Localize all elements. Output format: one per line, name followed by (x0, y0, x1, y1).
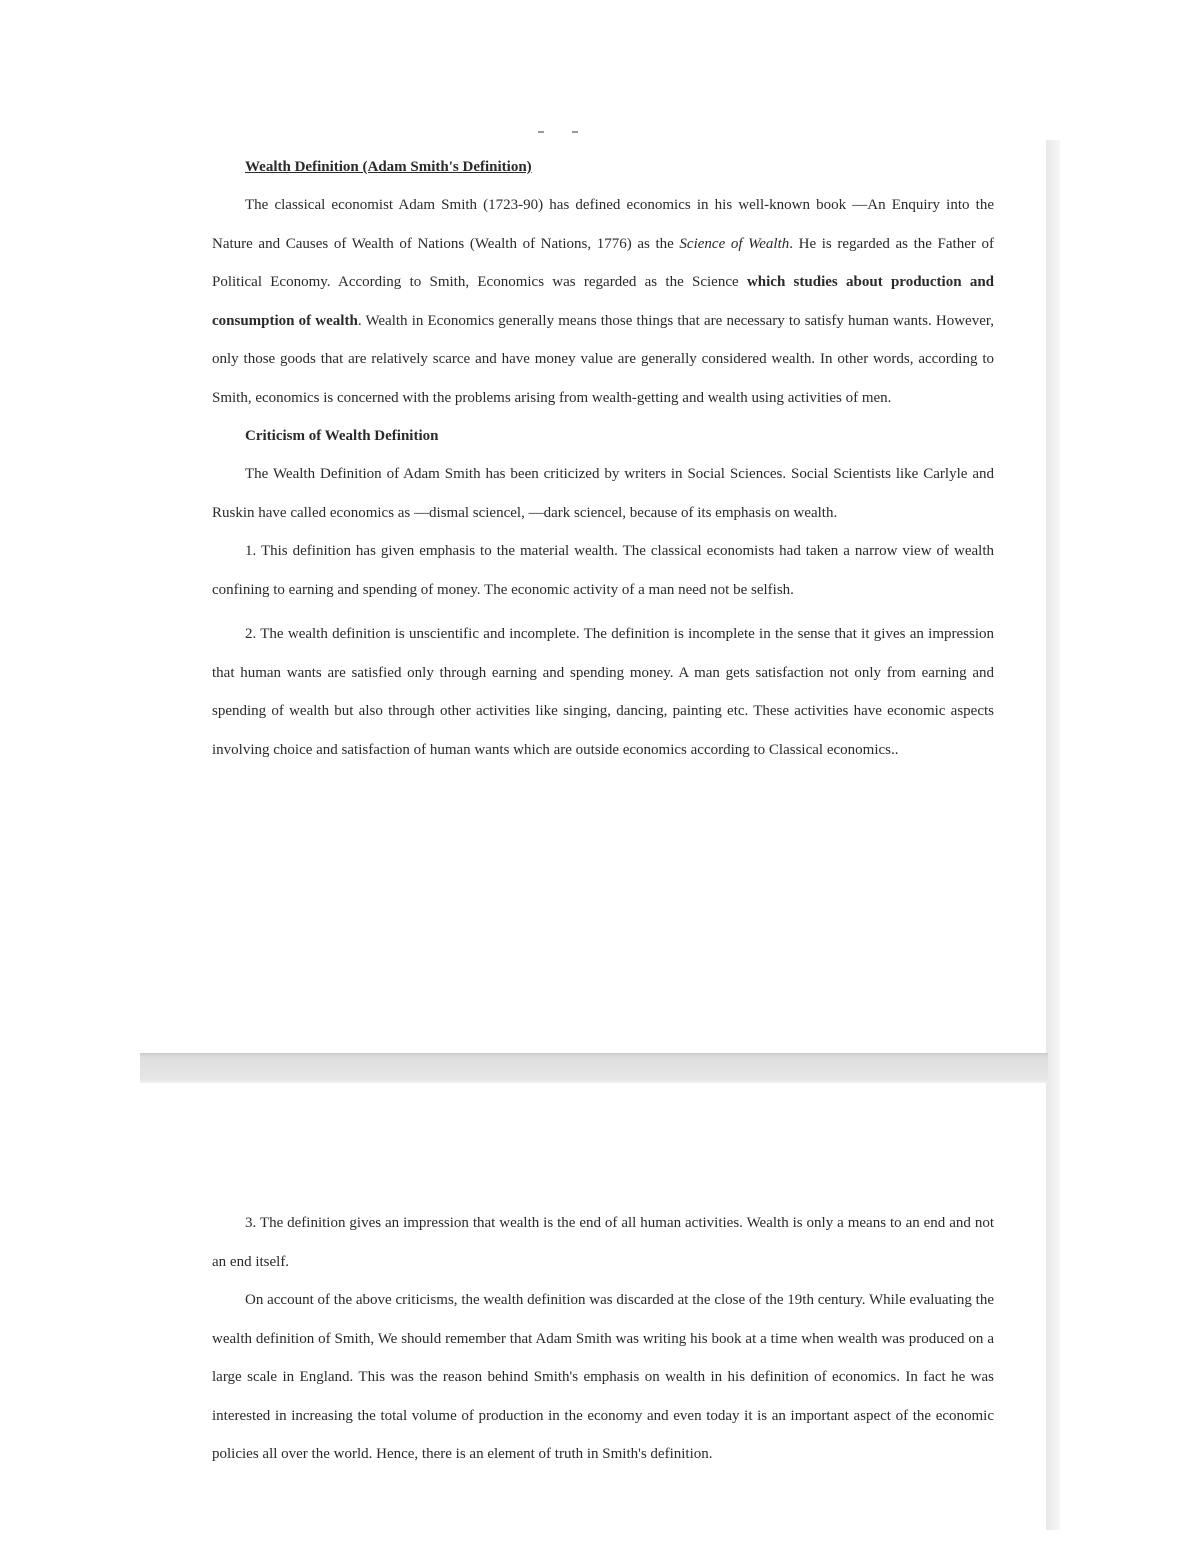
italic-term: Science of Wealth (679, 235, 790, 252)
criticism-point-3: 3. The definition gives an impression that wealth is the end of all human activities. Wealth is only a means to an end and not an end itself. (212, 1215, 994, 1270)
text-run: The classical economist Adam Smith (1723-90) has defined economics in his well-known book —An Enquiry into the Nature and Causes of Wealth of Nations (Wealth of Nations, 1776) as the (212, 197, 994, 252)
criticism-point-1: 1. This definition has given emphasis to the material wealth. The classical economists had taken a narrow view of wealth confining to earning and spending of money. The economic activity of a man need not be selfish. (212, 543, 994, 598)
page-1 (212, 148, 994, 769)
scan-artifact-dash (538, 131, 544, 133)
paragraph-criticism: The Wealth Definition of Adam Smith has been criticized by writers in Social Sciences. Social Scientists like Carlyle and Ruskin have called economics as —dismal sciencel, —dark sciencel, because of its emphasis on wealth. (212, 466, 994, 521)
page-separator (140, 1053, 1048, 1083)
paragraph-definition (212, 186, 994, 417)
page-2 (212, 1204, 994, 1474)
text-run: . Wealth in Economics generally means those things that are necessary to satisfy human wants. However, only those goods that are relatively scarce and have money value are generally considered wealth. In other words, according to Smith, economics is concerned with the problems arising from wealth-getting and wealth using activities of men. (212, 312, 994, 406)
paragraph-conclusion: On account of the above criticisms, the wealth definition was discarded at the close of the 19th century. While evaluating the wealth definition of Smith, We should remember that Adam Smith was writing his book at a time when wealth was produced on a large scale in England. This was the reason behind Smith's emphasis on wealth in his definition of economics. In fact he was interested in increasing the total volume of production in the economy and even today it is an important aspect of the economic policies all over the world. Hence, there is an element of truth in Smith's definition. (212, 1292, 994, 1462)
scan-artifact-dash (572, 131, 578, 133)
page-edge-shadow (1046, 140, 1060, 1530)
criticism-point-2: 2. The wealth definition is unscientific and incomplete. The definition is incomplete in the sense that it gives an impression that human wants are satisfied only through earning and spending money. A man gets satisfaction not only from earning and spending of wealth but also through other activities like singing, dancing, painting etc. These activities have economic aspects involving choice and satisfaction of human wants which are outside economics according to Classical economics.. (212, 626, 994, 758)
text-run: . He is regarded as the Father of Political Economy. According to Smith, Economics was regarded as the Science (212, 235, 994, 290)
subsection-heading: Criticism of Wealth Definition (245, 428, 439, 444)
section-heading: Wealth Definition (Adam Smith's Definition) (245, 159, 532, 175)
bold-phrase: which studies about production and consumption of wealth (212, 274, 994, 329)
